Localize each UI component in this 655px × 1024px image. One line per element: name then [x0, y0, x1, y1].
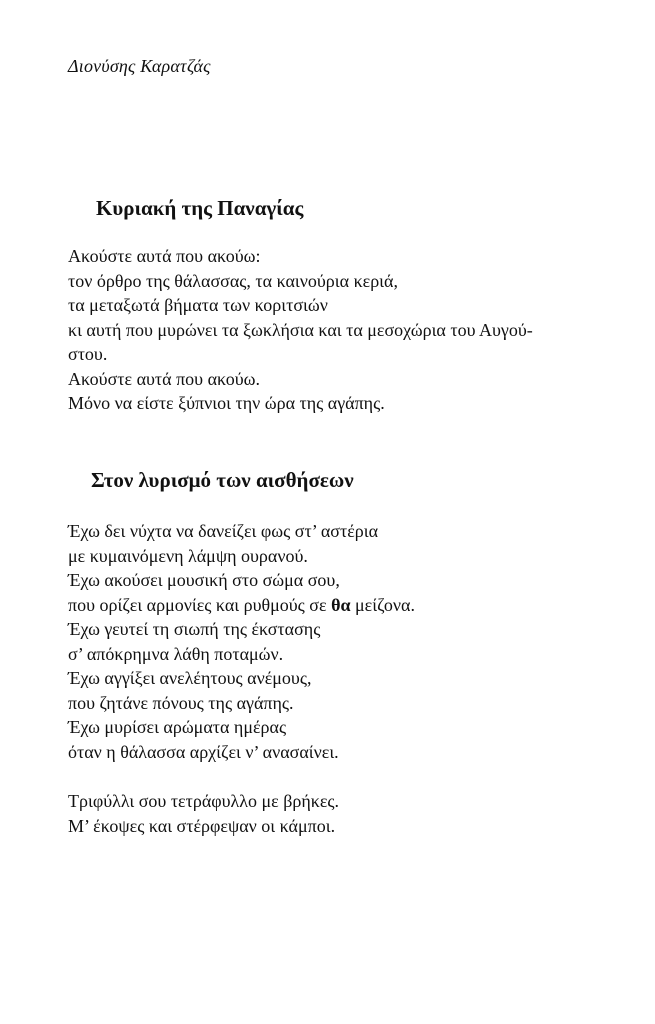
poem-line: με κυμαινόμενη λάμψη ουρανού. — [68, 545, 308, 566]
poem-line: Έχω μυρίσει αρώματα ημέρας — [68, 717, 287, 737]
poem-line: που ορίζει αρμονίες και ρυθμούς σε θα μείζονα. — [68, 594, 415, 615]
poem-stanza — [68, 519, 415, 764]
poem-line: τα μεταξωτά βήματα των κοριτσιών — [68, 295, 328, 315]
poem-line: Έχω αγγίξει ανελέητους ανέμους, — [68, 668, 312, 688]
poem-title: Στον λυρισμό των αισθήσεων — [91, 468, 354, 492]
poem-line: Έχω ακούσει μουσική στο σώμα σου, — [68, 570, 340, 590]
poem-line: Μόνο να είστε ξύπνιοι την ώρα της αγάπης. — [68, 393, 385, 413]
poem-line: Έχω δει νύχτα να δανείζει φως στ’ αστέρια — [68, 521, 379, 541]
poem-line: στου. — [68, 344, 108, 364]
poem-line: σ’ απόκρημνα λάθη ποταμών. — [68, 643, 284, 664]
poem-line: τον όρθρο της θάλασσας, τα καινούρια κεριά, — [68, 270, 398, 291]
poem-stanza — [68, 789, 339, 838]
poem-line: Τριφύλλι σου τετράφυλλο με βρήκες. — [68, 791, 340, 811]
poem-line: που ζητάνε πόνους της αγάπης. — [68, 692, 294, 713]
poem-line: Μ’ έκοψες και στέρφεψαν οι κάμποι. — [68, 815, 336, 836]
author-name: Διονύσης Καρατζάς — [68, 56, 211, 76]
poem-line: κι αυτή που μυρώνει τα ξωκλήσια και τα μεσοχώρια του Αυγού- — [68, 319, 533, 340]
poem-title: Κυριακή της Παναγίας — [96, 196, 304, 220]
poem-line: Ακούστε αυτά που ακούω. — [68, 368, 260, 389]
poem-line: όταν η θάλασσα αρχίζει ν’ ανασαίνει. — [68, 741, 339, 762]
poem-line: Έχω γευτεί τη σιωπή της έκστασης — [68, 619, 321, 639]
poem-stanza — [68, 244, 533, 416]
poem-line: Ακούστε αυτά που ακούω: — [68, 246, 261, 266]
